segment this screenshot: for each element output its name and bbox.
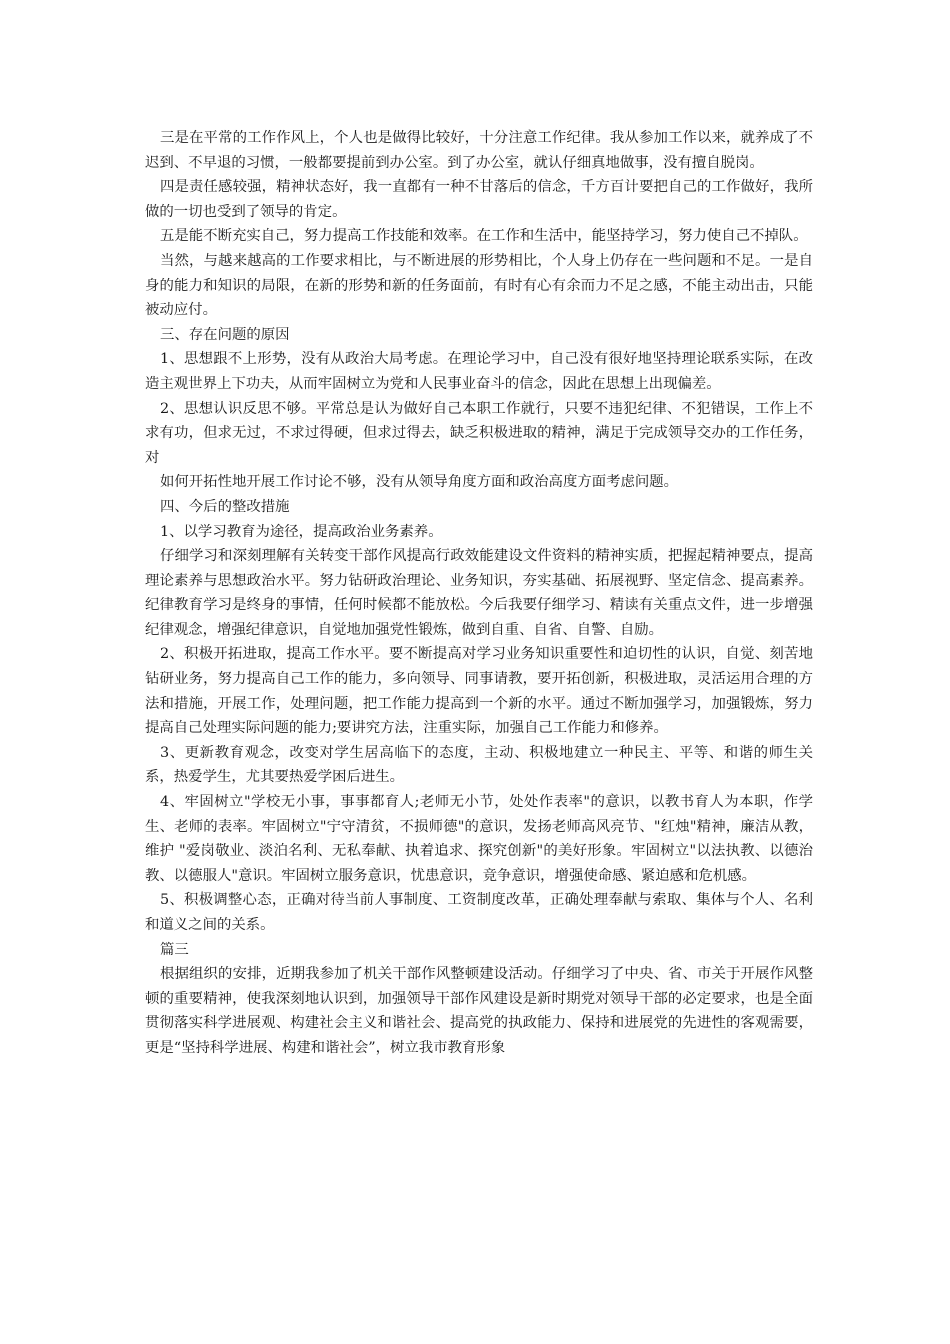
paragraph-4: 当然，与越来越高的工作要求相比，与不断进展的形势相比，个人身上仍存在一些问题和不足。一是自身的能力和知识的局限，在新的形势和新的任务面前，有时有心有余而力不足之感，不能主动出击，只能被动应付。 (145, 252, 813, 319)
paragraph-3: 五是能不断充实自己，努力提高工作技能和效率。在工作和生活中，能坚持学习，努力使自己不掉队。 (160, 228, 808, 245)
document-page (145, 126, 813, 1061)
paragraph-1: 三是在平常的工作作风上，个人也是做得比较好，十分注意工作纪律。我从参加工作以来，就养成了不迟到、不早退的习惯，一般都要提前到办公室。到了办公室，就认仔细真地做事，没有擅自脱岗。 (145, 130, 813, 171)
paragraph-8: 如何开拓性地开展工作讨论不够，没有从领导角度方面和政治高度方面考虑问题。 (160, 474, 679, 491)
paragraph-13: 3、更新教育观念，改变对学生居高临下的态度，主动、积极地建立一种民主、平等、和谐的师生关系，热爱学生，尤其要热爱学困后进生。 (145, 744, 813, 786)
paragraph-14: 4、牢固树立"学校无小事，事事都育人;老师无小节，处处作表率"的意识，以教书育人为本职，作学生、老师的表率。牢固树立"宁守清贫，不损师德"的意识，发扬老师高风亮节、"红烛"精神，廉洁从教，维护 "爱岗敬业、淡泊名利、无私奉献、执着追求、探究创新"的美好形象。牢固树立"以法执教、以德治教、以德服人"意识。牢固树立服务意识，忧患意识，竞争意识，增强使命感、紧迫感和危机感。 (145, 794, 813, 884)
paragraph-11: 仔细学习和深刻理解有关转变干部作风提高行政效能建设文件资料的精神实质，把握起精神要点，提高理论素养与思想政治水平。努力钻研政治理论、业务知识，夯实基础、拓展视野、坚定信念、提高素养。纪律教育学习是终身的事情，任何时候都不能放松。今后我要仔细学习、精读有关重点文件，进一步增强纪律观念，增强纪律意识，自觉地加强党性锻炼，做到自重、自省、自警、自励。 (145, 548, 813, 638)
paragraph-10: 1、以学习教育为途径，提高政治业务素养。 (160, 523, 443, 540)
paragraph-17: 根据组织的安排，近期我参加了机关干部作风整顿建设活动。仔细学习了中央、省、市关于开展作风整顿的重要精神，使我深刻地认识到，加强领导干部作风建设是新时期党对领导干部的必定要求，也是全面贯彻落实科学进展观、构建社会主义和谐社会、提高党的执政能力、保持和进展党的先进性的客观需要，更是“坚持科学进展、构建和谐社会”，树立我市教育形象 (145, 966, 813, 1056)
paragraph-15: 5、积极调整心态，正确对待当前人事制度、工资制度改革，正确处理奉献与索取、集体与个人、名利和道义之间的关系。 (145, 892, 813, 933)
section-heading-part-3: 篇三 (160, 941, 189, 958)
paragraph-6: 1、思想跟不上形势，没有从政治大局考虑。在理论学习中，自己没有很好地坚持理论联系实际，在改造主观世界上下功夫，从而牢固树立为党和人民事业奋斗的信念，因此在思想上出现偏差。 (145, 351, 813, 392)
section-heading-4: 四、今后的整改措施 (160, 498, 290, 515)
paragraph-7: 2、思想认识反思不够。平常总是认为做好自己本职工作就行，只要不违犯纪律、不犯错误，工作上不求有功，但求无过，不求过得硬，但求过得去，缺乏积极进取的精神，满足于完成领导交办的工作任务，对 (145, 400, 813, 466)
paragraph-2: 四是责任感较强，精神状态好，我一直都有一种不甘落后的信念，千方百计要把自己的工作做好，我所做的一切也受到了领导的肯定。 (145, 179, 813, 220)
paragraph-12: 2、积极开拓进取，提高工作水平。要不断提高对学习业务知识重要性和迫切性的认识，自觉、刻苦地钻研业务，努力提高自己工作的能力，多向领导、同事请教，要开拓创新，积极进取，灵活运用合理的方法和措施，开展工作，处理问题，把工作能力提高到一个新的水平。通过不断加强学习，加强锻炼，努力提高自己处理实际问题的能力;要讲究方法，注重实际，加强自己工作能力和修养。 (145, 646, 813, 737)
section-heading-3: 三、存在问题的原因 (160, 326, 290, 343)
